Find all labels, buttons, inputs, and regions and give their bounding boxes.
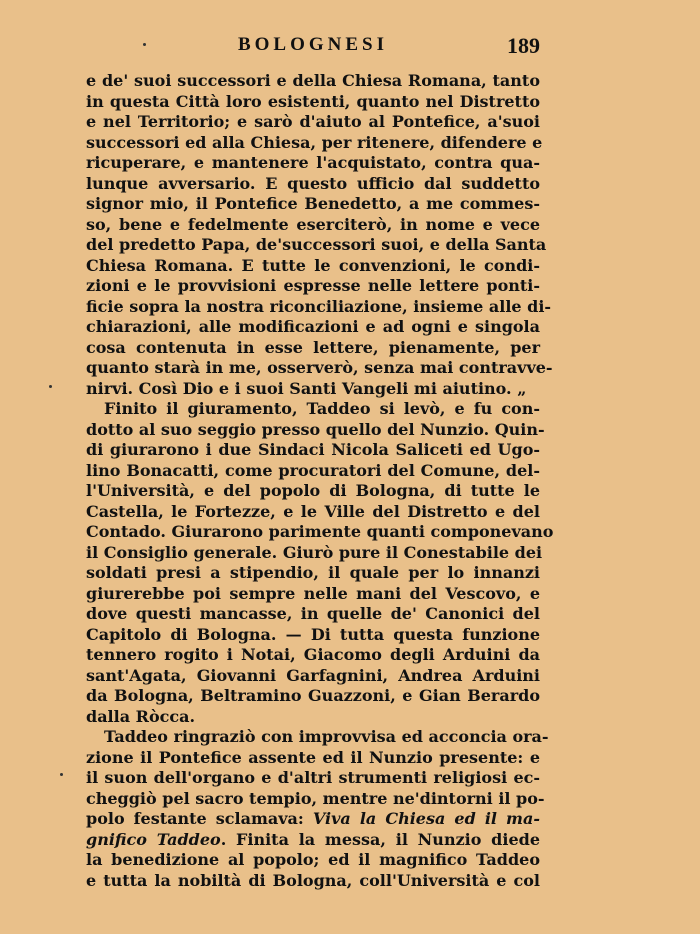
text-line: del predetto Papa, de'successori suoi, e della Santa (86, 235, 547, 254)
text-line: dalla Ròcca. (86, 706, 196, 726)
text-line: signor mio, il Pontefice Benedetto, a me commes- (86, 194, 540, 213)
running-head (86, 34, 540, 58)
text-line: cheggiò pel sacro tempio, mentre ne'dintorni il po- (86, 788, 545, 808)
text-line: Contado. Giurarono parimente quanti componevano (86, 522, 554, 541)
text-line: lino Bonacatti, come procuratori del Comune, del- (86, 460, 540, 480)
text-line (86, 809, 540, 830)
text-line: ficie sopra la nostra riconciliazione, insieme alle di- (86, 296, 552, 316)
text-line: Chiesa Romana. E tutte le convenzioni, le condi- (86, 255, 540, 275)
text-line: so, bene e fedelmente eserciterò, in nome e vece (86, 214, 540, 234)
paper-speck (143, 43, 146, 46)
text-line-italic: gnifico Taddeo (86, 829, 221, 849)
text-line: ricuperare, e mantenere l'acquistato, contra qua- (86, 153, 540, 172)
text-line: giurerebbe poi sempre nelle mani del Vescovo, e (86, 583, 540, 603)
text-line: zioni e le provvisioni espresse nelle lettere ponti- (86, 276, 540, 295)
text-line: dotto al suo seggio presso quello del Nunzio. Quin- (86, 419, 545, 439)
text-line: zione il Pontefice assente ed il Nunzio presente: e (86, 747, 540, 767)
text-line: cosa contenuta in esse lettere, pienamente, per (86, 337, 540, 357)
text-line-roman: . Finita la messa, il Nunzio diede (220, 829, 540, 849)
running-title: BOLOGNESI (237, 34, 389, 55)
text-line: Capitolo di Bologna. — Di tutta questa funzione (86, 624, 540, 644)
text-line: dove questi mancasse, in quelle de' Canonici del (86, 604, 540, 623)
text-line: successori ed alla Chiesa, per ritenere, difendere e (86, 132, 543, 152)
paper-speck (60, 773, 63, 776)
text-line: Castella, le Fortezze, e le Ville del Distretto e del (86, 501, 540, 521)
text-line-italic: Viva la Chiesa ed il ma- (312, 809, 540, 828)
paper-speck (49, 385, 52, 388)
text-line: di giurarono i due Sindaci Nicola Saliceti ed Ugo- (86, 440, 540, 459)
text-line: in questa Città loro esistenti, quanto nel Distretto (86, 91, 540, 111)
text-line: soldati presi a stipendio, il quale per lo innanzi (86, 563, 540, 582)
text-line: tennero rogito i Notai, Giacomo degli Arduini da (86, 645, 540, 664)
text-line: il Consiglio generale. Giurò pure il Conestabile dei (86, 542, 543, 562)
body-text (86, 71, 554, 891)
text-line: lunque avversario. E questo ufficio dal suddetto (86, 173, 540, 193)
text-line (86, 830, 540, 851)
text-line: il suon dell'organo e d'altri strumenti religiosi ec- (86, 768, 540, 787)
text-line-roman: polo festante sclamava: (86, 809, 313, 828)
text-line: e de' suoi successori e della Chiesa Romana, tanto (86, 71, 540, 90)
text-line: nirvi. Così Dio e i suoi Santi Vangeli mi aiutino. „ (86, 378, 527, 398)
text-line: e tutta la nobiltà di Bologna, coll'Università e col (86, 870, 540, 890)
text-line: Taddeo ringraziò con improvvisa ed acconcia ora- (104, 727, 549, 746)
text-line: la benedizione al popolo; ed il magnifico Taddeo (86, 850, 540, 869)
text-line: e nel Territorio; e sarò d'aiuto al Pontefice, a'suoi (86, 112, 540, 131)
page-number: 189 (507, 33, 540, 58)
text-line: sant'Agata, Giovanni Garfagnini, Andrea Arduini (86, 665, 540, 685)
text-line: da Bologna, Beltramino Guazzoni, e Gian Berardo (86, 686, 540, 705)
text-line: Finito il giuramento, Taddeo si levò, e fu con- (104, 399, 540, 418)
text-line: quanto starà in me, osserverò, senza mai contravve- (86, 358, 553, 377)
text-line: l'Università, e del popolo di Bologna, di tutte le (86, 481, 540, 500)
text-line: chiarazioni, alle modificazioni e ad ogni e singola (86, 317, 540, 336)
